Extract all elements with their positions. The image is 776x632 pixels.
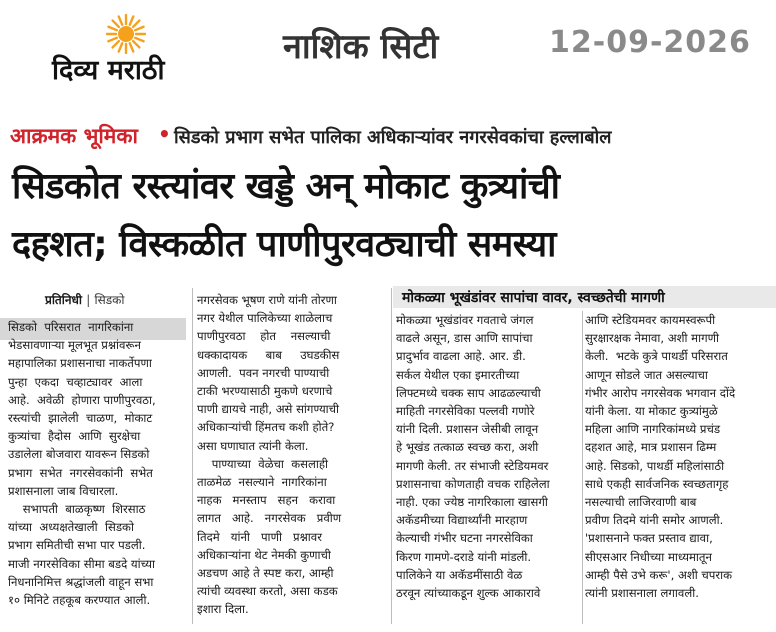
article-column-3	[396, 311, 582, 602]
article-line: १० मिनिटे तहकूब करण्यात आली.	[8, 593, 151, 608]
kicker-row	[0, 120, 776, 152]
article-line: आहे. अवेळी होणारा पाणीपुरवठा,	[8, 392, 156, 407]
article-line: निधनानिमित्त श्रद्धांजली वाहून सभा	[8, 574, 154, 589]
article-line: यांच्या अध्यक्षतेखाली सिडको	[8, 520, 134, 535]
column-divider	[192, 288, 193, 624]
article-line: आम्ही पैसे उभे करू', अशी चपराक	[585, 567, 732, 582]
article-line: महापालिका प्रशासनाचा नाकर्तेपणा	[8, 356, 152, 371]
byline-separator: |	[86, 293, 91, 307]
article-line: आणि स्टेडियमवर कायमस्वरूपी	[585, 313, 716, 327]
kicker-dot: •	[158, 122, 171, 146]
subheading: मोकळ्या भूखंडांवर सापांचा वावर, स्वच्छतेची मागणी	[402, 290, 665, 306]
article-line: पालिकेने या अकॅडमींसाठी वेळ	[396, 567, 523, 582]
article-line: साधे एकही सार्वजनिक स्वच्छतागृह	[585, 476, 729, 491]
article-line: नाहक मनस्ताप सहन करावा	[197, 493, 336, 508]
article-line: हे भूखंड तत्काळ स्वच्छ करा, अशी	[396, 440, 539, 455]
article-line: नगर येथील पालिकेच्या शाळेलाच	[197, 311, 333, 326]
article-line: आहे. सिडको, पाथर्डी महिलांसाठी	[585, 458, 725, 473]
headline-line-2: दहशत; विस्कळीत पाणीपुरवठ्याची समस्या	[12, 224, 556, 265]
article-line: भेडसावणाऱ्या मूलभूत प्रश्नांवरून	[8, 338, 141, 353]
article-line: सर्कल येथील एका इमारतीच्या	[396, 367, 520, 382]
article-line: लिफ्टमध्ये चक्क साप आढळल्याची	[396, 385, 541, 400]
article-line: प्रभाग समितीची सभा पार पडली.	[8, 538, 146, 553]
article-line: माजी नगरसेविका सीमा बडदे यांच्या	[8, 556, 155, 571]
article-line: नाही. एका ज्येष्ठ नागरिकाला खासगी	[396, 495, 548, 510]
column-divider	[582, 311, 583, 624]
article-line: माहिती नगरसेविका पल्लवी गणोरे	[396, 404, 535, 419]
article-line: सिडको परिसरात नागरिकांना	[8, 320, 134, 334]
article-line: वाढले असून, डास आणि सापांचा	[396, 331, 533, 346]
article-line: यांनी दिली. प्रशासन जेसीबी लावून	[396, 422, 539, 437]
article-line: आणून सोडले जात असल्याचा	[585, 367, 708, 382]
byline	[45, 291, 124, 308]
article-line: उडालेला बोजवारा यावरून सिडको	[8, 447, 150, 462]
article-line: टाकी भरण्यासाठी मुकणे धरणाचे	[197, 384, 333, 399]
article-column-1	[8, 318, 192, 609]
article-line: लागत आहे. नगरसेवक प्रवीण	[197, 511, 342, 526]
brand-logo: दिव्य मराठी	[52, 55, 165, 86]
article-line: ताळमेळ नसल्याने नागरिकांना	[197, 475, 327, 490]
article-line: अधिकाऱ्यांना थेट नेमकी कुणाची	[197, 547, 331, 562]
article-line: किरण गामणे-दराडे यांनी मांडली.	[396, 549, 532, 564]
article-column-2	[197, 291, 387, 619]
article-line: प्रभाग सभेत नगरसेवकांनी सभेत	[8, 465, 153, 480]
article-line: नगरसेवक भूषण राणे यांनी तोरणा	[197, 293, 337, 307]
article-line: अडचण आहे ते स्पष्ट करा, आम्ही	[197, 566, 334, 581]
article-line: सुरक्षारक्षक नेमावा, अशी मागणी	[585, 331, 720, 346]
article-line: कुत्र्यांचा हैदोस आणि सुरक्षेचा	[8, 429, 141, 444]
article-line: प्रादुर्भाव वाढला आहे. आर. डी.	[396, 349, 526, 364]
article-line: मोकळ्या भूखंडांवर गवताचे जंगल	[396, 313, 534, 327]
article-line: केल्याची गंभीर घटना नगरसेविका	[396, 531, 533, 546]
masthead	[0, 0, 776, 100]
article-line: केली. भटके कुत्रे पाथर्डी परिसरात	[585, 349, 728, 364]
article-line: सीएसआर निधीच्या माध्यमातून	[585, 549, 712, 564]
article-line: धक्कादायक बाब उघडकीस	[197, 347, 340, 362]
article-line: पाण्याच्या वेळेचा कसलाही	[197, 456, 329, 471]
article-line: त्यांनी प्रशासनाला लगावली.	[585, 586, 699, 601]
article-line: पुन्हा एकदा चव्हाट्यावर आला	[8, 374, 143, 389]
article-line: प्रवीण तिदमे यांनी समोर आणली.	[585, 513, 724, 528]
article-line: अधिकाऱ्यांची हिंमतच कशी होते?	[197, 420, 335, 435]
article-line: रस्त्यांची झालेली चाळण, मोकाट	[8, 411, 153, 426]
article-line: प्रशासनाचा कोणताही वचक राहिलेला	[396, 476, 550, 491]
article-line: पाणीपुरवठा होत नसल्याची	[197, 329, 331, 344]
article-line: आणली. पवन नगरची पाण्याची	[197, 365, 330, 380]
section-title: नाशिक सिटी	[283, 27, 439, 67]
article-line: यांनी केला. या मोकाट कुत्र्यांमुळे	[585, 404, 718, 419]
article-line: सभापती बाळकृष्ण शिरसाठ	[8, 502, 146, 517]
article-line: अकॅडमीच्या विद्यार्थ्यांनी मारहाण	[396, 513, 528, 528]
article-column-4	[585, 311, 771, 602]
headline-line-1: सिडकोत रस्त्यांवर खड्डे अन् मोकाट कुत्र्यांची	[12, 166, 560, 207]
kicker-text: सिडको प्रभाग सभेत पालिका अधिकाऱ्यांवर नगरसेवकांचा हल्लाबोल	[174, 127, 612, 148]
article-line: 'प्रशासनाने फक्त प्रस्ताव द्यावा,	[585, 531, 713, 546]
article-line: इशारा दिला.	[197, 602, 249, 617]
column-divider	[391, 288, 392, 624]
byline-author: प्रतिनिधी	[45, 293, 83, 307]
article-line: तिदमे यांनी पाणी प्रश्नावर	[197, 529, 322, 544]
byline-place: सिडको	[94, 293, 125, 307]
edition-date: 12-09-2026	[549, 25, 751, 60]
article-line: पाणी द्यायचे नाही, असे सांगण्याची	[197, 402, 340, 417]
sun-logo-icon	[106, 14, 146, 54]
article-line: मागणी केली. तर संभाजी स्टेडियमवर	[396, 458, 549, 473]
article-line: दहशत आहे, मात्र प्रशासन ढिम्म	[585, 440, 717, 455]
article-line: महिला आणि नागरिकांमध्ये प्रचंड	[585, 422, 721, 437]
article-line: गंभीर आरोप नगरसेवक भगवान दोंदे	[585, 385, 736, 400]
article-line: ठरवून त्यांच्याकडून शुल्क आकारावे	[396, 586, 541, 601]
article-line: प्रशासनाला जाब विचारला.	[8, 483, 119, 498]
article-line: नसल्याची लाजिरवाणी बाब	[585, 495, 697, 510]
article-line: त्यांची व्यवस्था करतो, असा कडक	[197, 584, 338, 599]
article-line: असा घणाघात त्यांनी केला.	[197, 438, 309, 453]
kicker-label: आक्रमक भूमिका	[10, 124, 138, 148]
